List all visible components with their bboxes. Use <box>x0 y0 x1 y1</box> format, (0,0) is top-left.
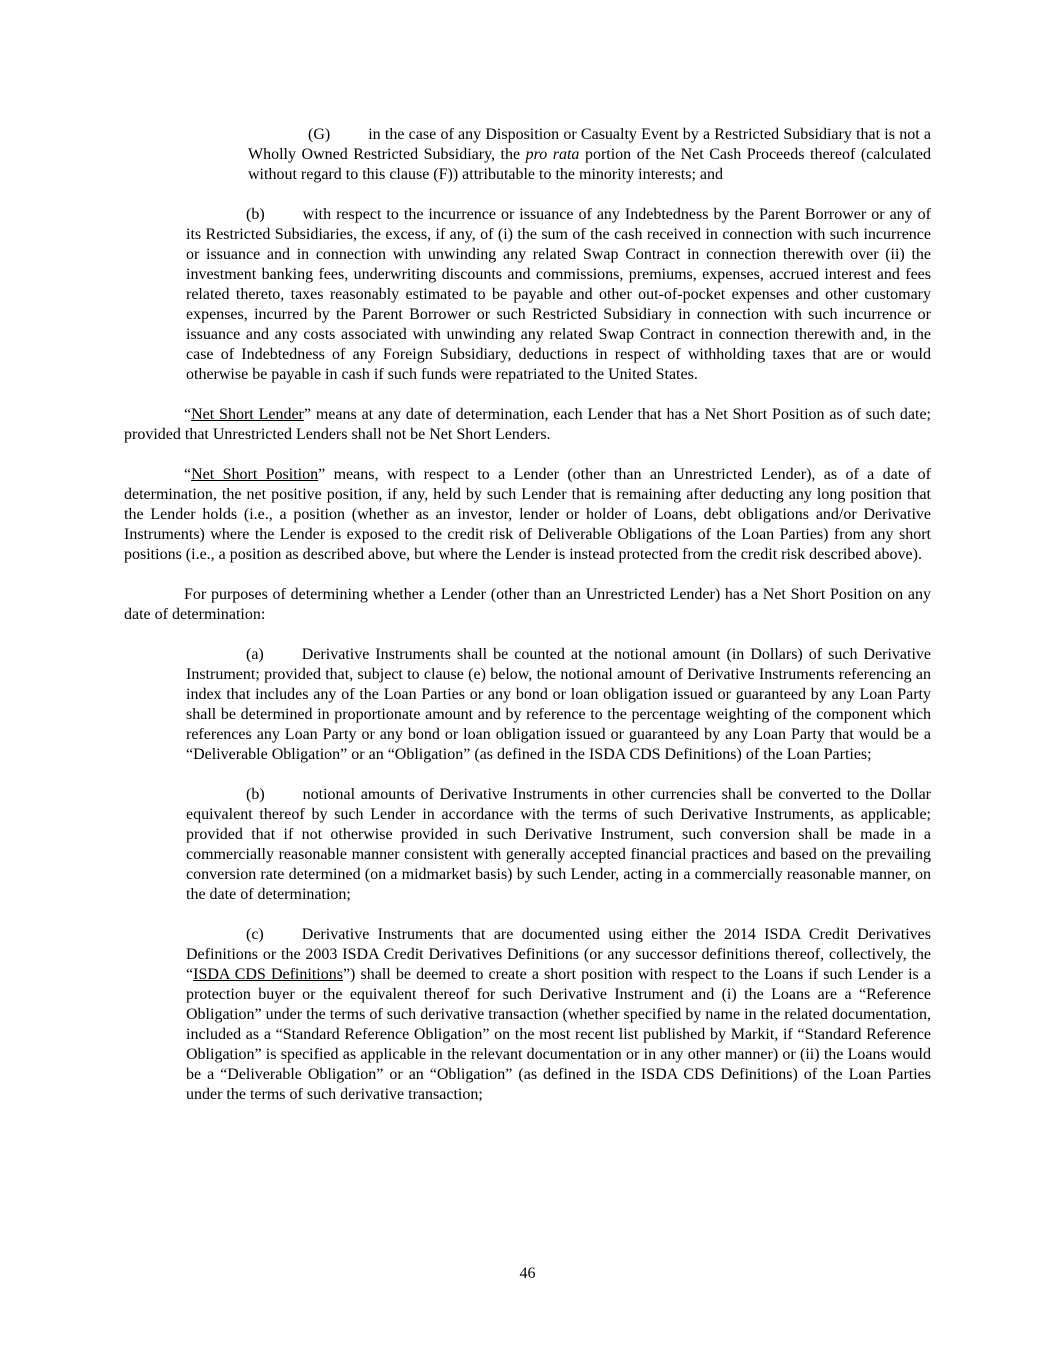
definition-net-short-position <box>124 465 931 565</box>
text-run: Derivative Instruments shall be counted at the notional amount (in Dollars) of such Derivative Instrument; provided that, subject to clause (e) below, the notional amount of Derivative Instruments referencing an index that includes any of the Loan Parties or any bond or loan obligation issued or guaranteed by any Loan Party shall be determined in proportionate amount and by reference to the percentage weighting of the component which references any Loan Party or any bond or loan obligation issued or guaranteed by any Loan Party that would be a “Deliverable Obligation” or an “Obligation” (as defined in the ISDA CDS Definitions) of the Loan Parties; <box>186 646 931 763</box>
text-run: ” means at any date of determination, each Lender that has a Net Short Position as of such date; provided that Unrestricted Lenders shall not be Net Short Lenders. <box>124 406 931 443</box>
text-run: with respect to the incurrence or issuance of any Indebtedness by the Parent Borrower or any of its Restricted Subsidiaries, the excess, if any, of (i) the sum of the cash received in connection with such incurrence or issuance and in connection with unwinding any related Swap Contract in connection therewith over (ii) the investment banking fees, underwriting discounts and commissions, premiums, expenses, accrued interest and fees related thereto, taxes reasonably estimated to be payable and other out-of-pocket expenses and other customary expenses, incurred by the Parent Borrower or such Restricted Subsidiary in connection with such incurrence or issuance and any costs associated with unwinding any related Swap Contract in connection therewith and, in the case of Indebtedness of any Foreign Subsidiary, deductions in respect of withholding taxes that are or would otherwise be payable in cash if such funds were repatriated to the United States. <box>186 206 931 383</box>
underline-text-run: Net Short Lender <box>191 406 304 423</box>
clause-G <box>248 125 931 185</box>
paragraph-for-purposes <box>124 585 931 625</box>
page-number: 46 <box>519 1265 536 1282</box>
text-run: in the case of any Disposition or Casualty Event by a Restricted Subsidiary that is not a Wholly Owned Restricted Subsidiary, the <box>248 126 931 163</box>
text-run: “ <box>184 466 192 483</box>
clause-b-notional-amounts <box>186 785 931 905</box>
underline-text-run: ISDA CDS Definitions <box>193 966 343 983</box>
italic-text-run: pro rata <box>525 146 580 163</box>
text-run: “ <box>184 406 192 423</box>
clause-label: (b) <box>246 786 265 803</box>
clause-label: (G) <box>308 126 331 143</box>
text-run: ”) shall be deemed to create a short position with respect to the Loans if such Lender is a protection buyer or the equivalent thereof for such Derivative Instrument and (i) the Loans are a “Reference Obligation” under the terms of such derivative transaction (whether specified by name in the related documentation, included as a “Standard Reference Obligation” on the most recent list published by Markit, if “Standard Reference Obligation” is specified as applicable in the relevant documentation or in any other manner) or (ii) the Loans would be a “Deliverable Obligation” or an “Obligation” (as defined in the ISDA CDS Definitions) of the Loan Parties under the terms of such derivative transaction; <box>186 966 931 1103</box>
underline-text-run: Net Short Position <box>191 466 319 483</box>
text-run: notional amounts of Derivative Instruments in other currencies shall be converted to the Dollar equivalent thereof by such Lender in accordance with the terms of such Derivative Instruments, as applicable; provided that if not otherwise provided in such Derivative Instrument, such conversion shall be made in a commercially reasonable manner consistent with generally accepted financial practices and based on the prevailing conversion rate determined (on a midmarket basis) by such Lender, acting in a commercially reasonable manner, on the date of determination; <box>186 786 931 903</box>
clause-b-net-cash <box>186 205 931 385</box>
text-run: For purposes of determining whether a Lender (other than an Unrestricted Lender) has a Net Short Position on any date of determination: <box>124 586 931 623</box>
clause-c-isda-definitions <box>186 925 931 1105</box>
clause-label: (c) <box>246 926 264 943</box>
text-run: Derivative Instruments that are documented using either the 2014 ISDA Credit Derivatives Definitions or the 2003 ISDA Credit Derivatives Definitions (or any successor definitions thereof, collectively, the “ <box>186 926 931 983</box>
document-body <box>124 125 931 1125</box>
clause-a-derivative-instruments <box>186 645 931 765</box>
clause-label: (b) <box>246 206 265 223</box>
definition-net-short-lender <box>124 405 931 445</box>
text-run: ” means, with respect to a Lender (other than an Unrestricted Lender), as of a date of determination, the net positive position, if any, held by such Lender that is remaining after deducting any long position that the Lender holds (i.e., a position (whether as an investor, lender or holder of Loans, debt obligations and/or Derivative Instruments) where the Lender is exposed to the credit risk of Deliverable Obligations of the Loan Parties) from any short positions (i.e., a position as described above, but where the Lender is instead protected from the credit risk described above). <box>124 466 932 563</box>
clause-label: (a) <box>246 646 264 663</box>
text-run: portion of the Net Cash Proceeds thereof (calculated without regard to this clause (F)) attributable to the minority interests; and <box>248 146 931 183</box>
